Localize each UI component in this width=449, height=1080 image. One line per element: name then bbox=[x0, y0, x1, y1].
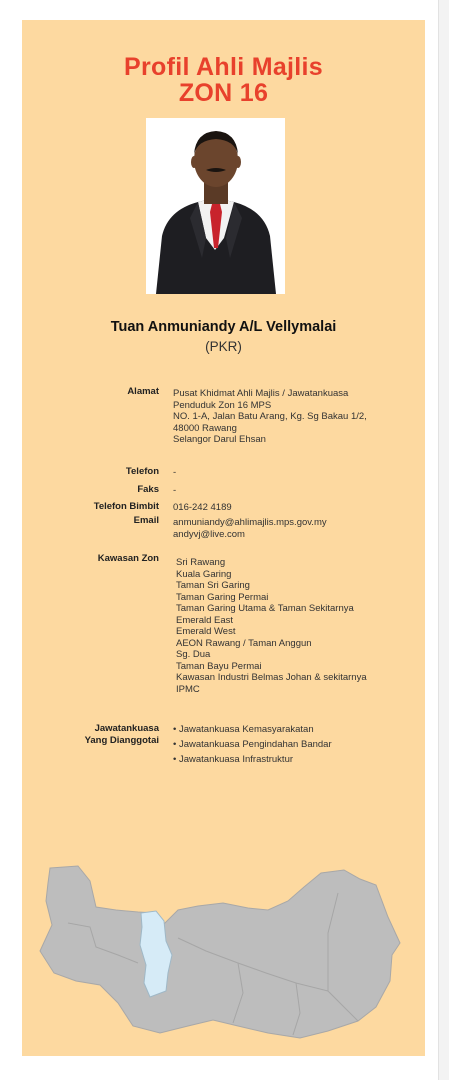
mobile-value[interactable]: 016-242 4189 bbox=[173, 502, 232, 513]
email-label: Email bbox=[133, 515, 159, 526]
zone-area-item: Taman Garing Utama & Taman Sekitarnya bbox=[176, 603, 354, 614]
zone-area-item: Taman Garing Permai bbox=[176, 591, 269, 603]
committee-item: • Jawatankuasa Pengindahan Bandar bbox=[173, 739, 332, 750]
zone-area-item: Taman Bayu Permai bbox=[176, 660, 262, 672]
address-line: Pusat Khidmat Ahli Majlis / Jawatankuasa bbox=[173, 388, 349, 399]
councillor-name: Tuan Anmuniandy A/L Vellymalai bbox=[110, 319, 337, 335]
zone-area-item: AEON Rawang / Taman Anggun bbox=[176, 637, 312, 649]
email-value bbox=[173, 517, 327, 540]
address-line: Selangor Darul Ehsan bbox=[173, 434, 266, 445]
zone-area-item: IPMC bbox=[176, 683, 200, 695]
email-link[interactable]: anmuniandy@ahlimajlis.mps.gov.my bbox=[173, 517, 327, 528]
committee-label-line2: Yang Dianggotai bbox=[84, 735, 159, 746]
zone-area-item: Emerald East bbox=[176, 614, 234, 626]
profile-card bbox=[22, 20, 425, 1056]
mobile-label: Telefon Bimbit bbox=[93, 501, 159, 512]
zone-area-item: Emerald West bbox=[176, 626, 236, 637]
map-region bbox=[40, 866, 400, 1038]
scrollbar-track[interactable] bbox=[438, 0, 449, 1080]
email-link[interactable]: andyvj@live.com bbox=[173, 528, 245, 540]
councillor-photo bbox=[146, 118, 285, 294]
phone-value: - bbox=[173, 467, 177, 478]
zone-area-item: Taman Sri Garing bbox=[176, 580, 250, 591]
committee-label bbox=[44, 723, 159, 747]
address-label: Alamat bbox=[127, 386, 159, 397]
committee-label-line1: Jawatankuasa bbox=[94, 723, 159, 734]
address-value bbox=[173, 388, 367, 446]
zone-map bbox=[38, 863, 410, 1043]
page-title-line2: ZON 16 bbox=[178, 79, 269, 107]
committee-item: • Jawatankuasa Infrastruktur bbox=[173, 754, 294, 765]
address-line: 48000 Rawang bbox=[173, 422, 237, 434]
zone-area-list bbox=[176, 557, 367, 695]
committee-item: • Jawatankuasa Kemasyarakatan bbox=[173, 724, 314, 735]
phone-label: Telefon bbox=[125, 466, 159, 477]
fax-label: Faks bbox=[137, 484, 159, 495]
party-label: (PKR) bbox=[205, 339, 242, 354]
zone-area-item: Kawasan Industri Belmas Johan & sekitarnya bbox=[176, 672, 367, 683]
address-line: Penduduk Zon 16 MPS bbox=[173, 399, 272, 411]
zone-area-item: Kuala Garing bbox=[176, 568, 232, 580]
zone-area-item: Sg. Dua bbox=[176, 649, 211, 660]
zone-area-label: Kawasan Zon bbox=[97, 553, 159, 564]
fax-value: - bbox=[173, 485, 177, 496]
address-line: NO. 1-A, Jalan Batu Arang, Kg. Sg Bakau 1/2, bbox=[173, 411, 367, 422]
zone-area-item: Sri Rawang bbox=[176, 557, 226, 568]
committee-list bbox=[173, 724, 332, 769]
page-title-line1: Profil Ahli Majlis bbox=[124, 53, 323, 81]
